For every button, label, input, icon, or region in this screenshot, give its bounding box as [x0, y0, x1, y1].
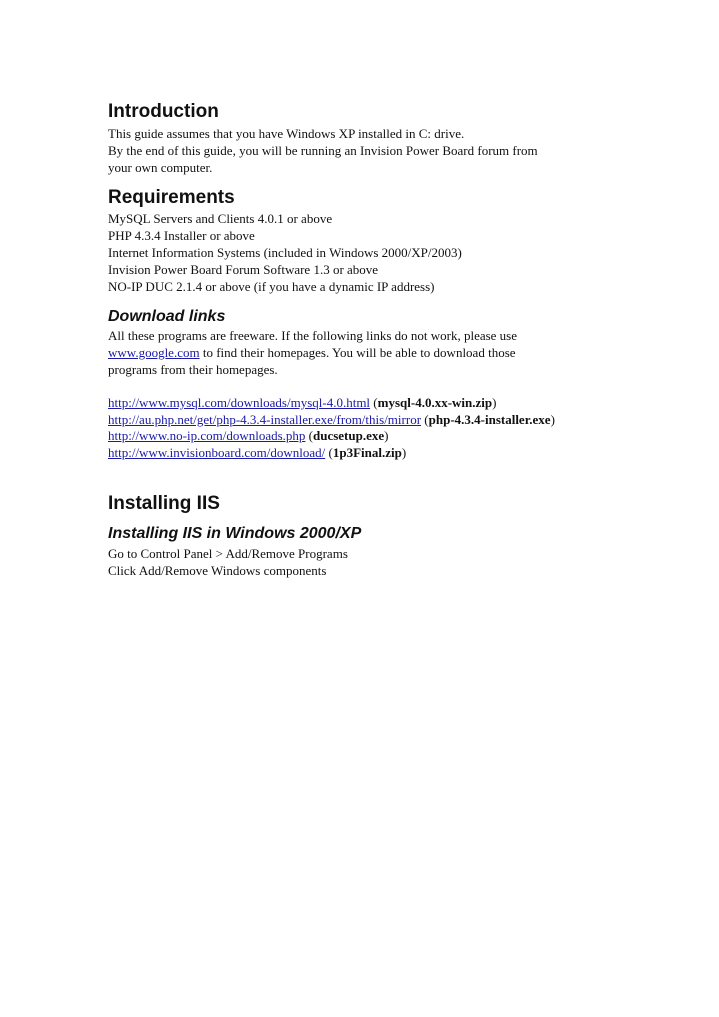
intro-line: This guide assumes that you have Windows XP installed in C: drive.	[108, 126, 465, 141]
download-link-row: http://au.php.net/get/php-4.3.4-installer.exe/from/this/mirror (php-4.3.4-installer.exe)	[108, 411, 555, 427]
download-link-row: http://www.mysql.com/downloads/mysql-4.0.html (mysql-4.0.xx-win.zip)	[108, 394, 497, 410]
requirement-item: PHP 4.3.4 Installer or above	[108, 228, 255, 244]
download-intro	[108, 328, 708, 378]
mysql-download-link[interactable]: http://www.mysql.com/downloads/mysql-4.0.html	[108, 394, 371, 410]
mysql-filename: mysql-4.0.xx-win.zip	[377, 394, 493, 410]
noip-filename: ducsetup.exe	[313, 428, 385, 444]
requirement-item: NO-IP DUC 2.1.4 or above (if you have a dynamic IP address)	[108, 278, 435, 294]
requirement-item: Invision Power Board Forum Software 1.3 or above	[108, 261, 379, 277]
invision-download-link[interactable]: http://www.invisionboard.com/download/	[108, 445, 326, 461]
intro-heading: Introduction	[108, 101, 219, 122]
google-link[interactable]: www.google.com	[108, 345, 200, 361]
download-link-row: http://www.no-ip.com/downloads.php (ducsetup.exe)	[108, 428, 389, 444]
php-filename: php-4.3.4-installer.exe	[428, 411, 551, 427]
download-intro-line: All these programs are freeware. If the following links do not work, please use	[108, 328, 518, 344]
download-intro-text: to find their homepages. You will be able to download those	[199, 345, 516, 361]
iis-step: Click Add/Remove Windows components	[108, 562, 327, 578]
requirement-item: MySQL Servers and Clients 4.0.1 or above	[108, 211, 333, 227]
download-heading: Download links	[108, 308, 226, 326]
iis-step: Go to Control Panel > Add/Remove Programs	[108, 545, 348, 561]
download-link-row: http://www.invisionboard.com/download/ (1p3Final.zip)	[108, 445, 407, 461]
requirements-list	[108, 211, 708, 295]
download-intro-line: programs from their homepages.	[108, 361, 278, 377]
intro-paragraph	[108, 126, 708, 176]
download-intro-line	[108, 345, 708, 362]
download-links-list	[108, 395, 708, 462]
iis-steps	[108, 546, 708, 580]
intro-line: your own computer.	[108, 159, 213, 175]
noip-download-link[interactable]: http://www.no-ip.com/downloads.php	[108, 428, 306, 444]
php-download-link[interactable]: http://au.php.net/get/php-4.3.4-installer.exe/from/this/mirror	[108, 411, 422, 427]
document-page	[108, 100, 708, 580]
requirements-heading: Requirements	[108, 187, 235, 209]
invision-filename: 1p3Final.zip	[332, 445, 402, 461]
iis-subheading: Installing IIS in Windows 2000/XP	[108, 524, 362, 542]
iis-heading: Installing IIS	[108, 492, 220, 514]
intro-line: By the end of this guide, you will be running an Invision Power Board forum from	[108, 142, 538, 158]
requirement-item: Internet Information Systems (included in Windows 2000/XP/2003)	[108, 244, 462, 260]
